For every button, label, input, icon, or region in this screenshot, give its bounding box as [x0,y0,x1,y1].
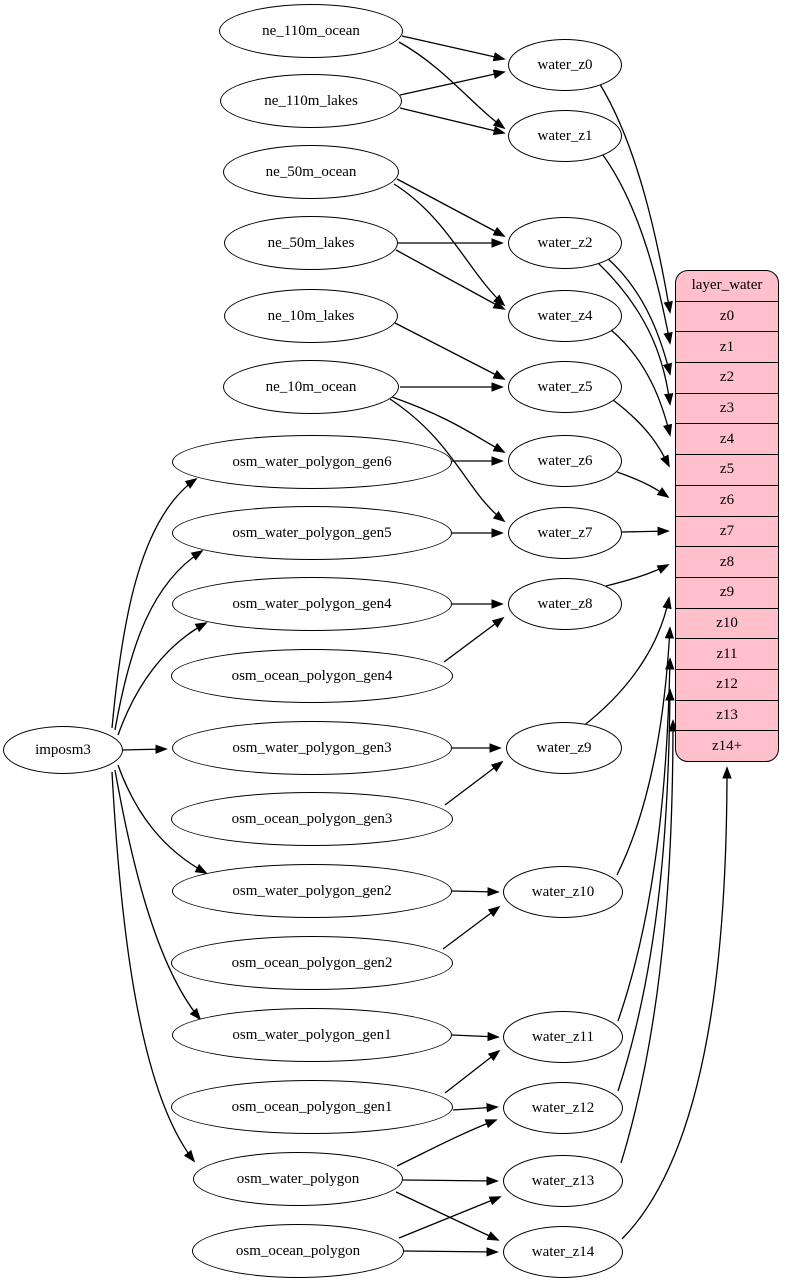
node-label: water_z8 [537,595,593,612]
edge-osm_ocean_polygon_gen4-water_z8 [444,618,503,662]
node-label: ne_50m_ocean [265,163,357,180]
node-ne-10m-ocean [223,360,399,414]
table-row-z7: z7 [676,516,778,547]
edge-ne_50m_ocean-water_z2 [397,179,504,236]
edge-water_z14-row_z14 [622,768,727,1239]
table-row-z10: z10 [676,608,778,639]
edge-osm_water_polygon_gen2-water_z10 [452,891,498,892]
node-label: osm_water_polygon_gen3 [232,739,392,756]
table-row-z3: z3 [676,393,778,424]
table-row-z1: z1 [676,331,778,362]
node-water-z10 [503,866,623,918]
node-osm-ocean-polygon-gen3 [171,792,453,846]
node-water-z1 [508,110,622,162]
table-row-z2: z2 [676,362,778,393]
node-label: osm_ocean_polygon_gen2 [231,954,393,971]
edge-osm_water_polygon-water_z13 [403,1180,497,1181]
node-water-z13 [503,1155,623,1207]
table-row-z12: z12 [676,669,778,700]
node-label: water_z10 [531,883,595,900]
node-label: water_z1 [537,127,593,144]
edge-osm_water_polygon_gen1-water_z11 [452,1035,498,1037]
table-row-z6: z6 [676,485,778,516]
edge-osm_water_polygon-water_z12 [397,1120,496,1166]
edge-imposm3-osm_water_polygon_gen5 [115,551,202,730]
node-water-z11 [503,1011,623,1063]
node-ne-50m-lakes [224,216,398,270]
node-label: ne_50m_lakes [267,234,355,251]
node-label: imposm3 [35,741,91,758]
node-water-z6 [508,435,622,487]
edge-imposm3-osm_water_polygon_gen3 [123,749,166,750]
node-water-z5 [508,361,622,413]
edge-osm_ocean_polygon-water_z14 [404,1251,497,1252]
table-row-z13: z13 [676,700,778,731]
edge-osm_ocean_polygon-water_z13 [399,1197,500,1238]
node-label: ne_10m_ocean [265,378,357,395]
node-label: water_z11 [532,1028,594,1045]
node-water-z7 [508,507,622,559]
table-row-z4: z4 [676,423,778,454]
layer-water-header: layer_water [691,277,763,294]
edge-ne_50m_lakes-water_z4 [396,250,504,309]
edge-water_z6-row_z6 [617,472,668,497]
node-label: osm_ocean_polygon [235,1242,361,1259]
table-row-z11: z11 [676,638,778,669]
node-label: water_z9 [536,739,592,756]
node-label: osm_water_polygon [236,1170,360,1187]
edge-osm_ocean_polygon_gen1-water_z11 [445,1051,499,1093]
edge-water_z0-row_z0 [598,81,670,312]
node-label: water_z6 [537,452,593,469]
node-osm-ocean-polygon-gen4 [171,649,453,703]
node-imposm3 [3,726,123,774]
node-label: ne_10m_lakes [267,307,355,324]
layer-water-table [675,270,779,762]
edge-water_z5-row_z5 [613,400,669,466]
node-osm-ocean-polygon-gen2 [171,936,453,990]
node-water-z12 [503,1082,623,1134]
node-label: osm_ocean_polygon_gen1 [231,1098,393,1115]
node-water-z8 [508,578,622,630]
node-ne-50m-ocean [223,145,399,199]
node-osm-ocean-polygon-gen1 [171,1080,453,1134]
node-osm-water-polygon-gen6 [172,435,452,489]
table-row-z8: z8 [676,546,778,577]
node-water-z0 [508,39,622,91]
edge-osm_ocean_polygon_gen2-water_z10 [443,907,499,949]
node-label: water_z7 [537,524,593,541]
node-osm-water-polygon-gen3 [172,721,452,775]
table-row-z14: z14+ [676,730,778,761]
node-osm-ocean-polygon [192,1224,404,1278]
edge-water_z8-row_z8 [606,565,668,586]
node-osm-water-polygon-gen2 [172,864,452,918]
edge-ne_110m_lakes-water_z0 [400,72,504,95]
edge-ne_110m_ocean-water_z0 [402,36,504,59]
table-row-z9: z9 [676,577,778,608]
node-water-z9 [506,722,622,774]
node-label: water_z2 [537,234,593,251]
node-osm-water-polygon-gen1 [172,1008,452,1062]
node-label: osm_water_polygon_gen6 [232,453,392,470]
node-water-z4 [508,290,622,342]
edge-osm_ocean_polygon_gen3-water_z9 [445,762,502,805]
node-water-z2 [508,217,622,269]
edge-water_z12-row_z12 [618,690,670,1091]
node-label: osm_water_polygon_gen5 [232,524,392,541]
node-label: water_z12 [531,1099,595,1116]
node-ne-10m-lakes [224,289,398,343]
edge-ne_10m_lakes-water_z5 [395,323,504,379]
node-label: osm_ocean_polygon_gen4 [231,667,393,684]
node-ne-110m-ocean [219,4,403,58]
edge-water_z10-row_z10 [617,628,670,875]
node-label: osm_water_polygon_gen2 [232,882,392,899]
node-label: ne_110m_lakes [264,92,358,109]
table-row-z5: z5 [676,454,778,485]
node-label: ne_110m_ocean [262,22,360,39]
node-label: water_z0 [537,56,593,73]
edge-ne_50m_ocean-water_z4 [394,184,504,305]
node-label: water_z14 [531,1243,595,1260]
node-label: water_z5 [537,378,593,395]
table-row-z0: z0 [676,301,778,332]
node-osm-water-polygon [193,1152,403,1206]
node-ne-110m-lakes [220,74,402,128]
node-osm-water-polygon-gen5 [172,506,452,560]
node-label: osm_water_polygon_gen4 [232,595,392,612]
edge-ne_110m_lakes-water_z1 [400,108,504,133]
edge-osm_ocean_polygon_gen1-water_z12 [453,1107,497,1110]
node-water-z14 [503,1226,623,1278]
edge-water_z13-row_z13 [621,721,673,1163]
node-osm-water-polygon-gen4 [172,577,452,631]
node-label: water_z13 [531,1172,595,1189]
node-label: osm_water_polygon_gen1 [232,1026,392,1043]
edge-water_z7-row_z7 [622,531,668,532]
node-label: osm_ocean_polygon_gen3 [231,810,393,827]
node-label: water_z4 [537,307,593,324]
